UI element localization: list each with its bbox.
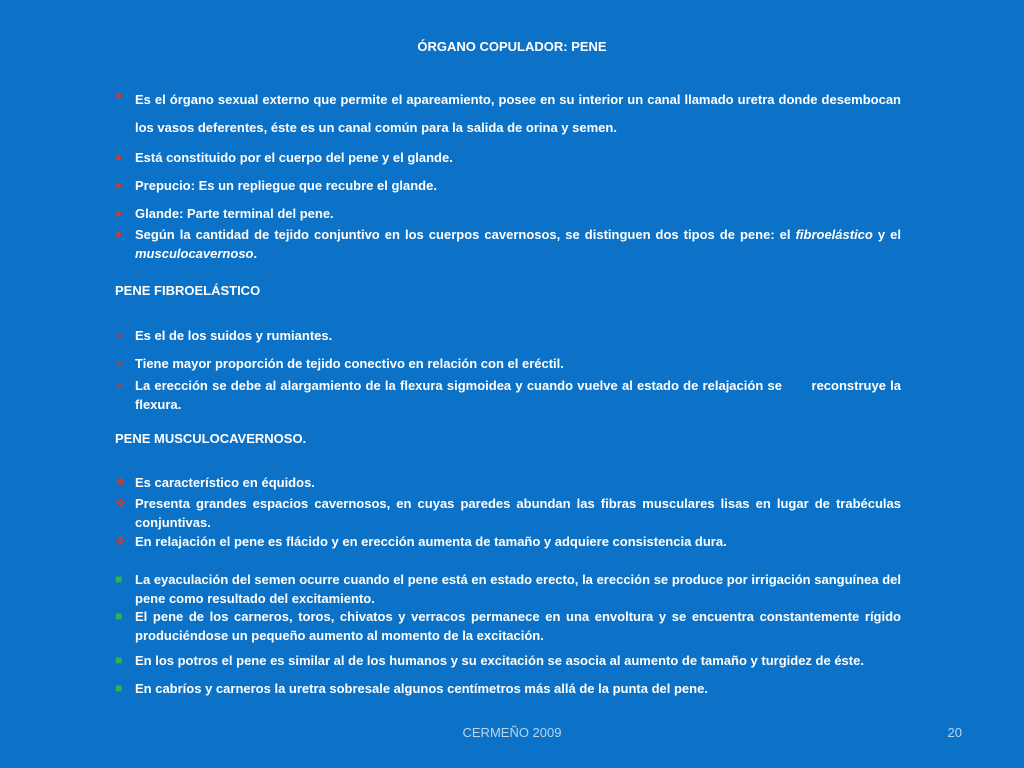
- bullet-text: La eyaculación del semen ocurre cuando el pene está en estado erecto, la erección se produce por irrigación sanguínea del pene como resultado del excitamiento.: [135, 572, 901, 606]
- note-item: [115, 570, 901, 608]
- bullet-text: Prepucio: Es un repliegue que recubre el glande.: [135, 178, 437, 193]
- section-heading-musculocavernoso: PENE MUSCULOCAVERNOSO.: [115, 431, 307, 446]
- arrow-item: [115, 354, 901, 373]
- bullet-item: [115, 176, 901, 195]
- bullet-item: [115, 86, 901, 142]
- bullet-text: [135, 225, 901, 263]
- diamond-item: [115, 494, 901, 532]
- bullet-dot-icon: ■: [115, 681, 123, 695]
- bullet-item: [115, 225, 901, 263]
- section-heading-fibroelastico: PENE FIBROELÁSTICO: [115, 283, 261, 298]
- bullet-dot-icon: ●: [115, 227, 123, 241]
- bullet-text: En relajación el pene es flácido y en erección aumenta de tamaño y adquiere consistencia dura.: [135, 534, 727, 549]
- diamond-item: [115, 473, 901, 492]
- bullet-dot-icon: ●: [115, 178, 123, 192]
- bullet-text: Está constituido por el cuerpo del pene y el glande.: [135, 150, 453, 165]
- term-musculocavernoso: musculocavernoso: [135, 246, 254, 261]
- bullet-dot-icon: ■: [115, 609, 123, 623]
- arrow-item: [115, 376, 905, 414]
- types-middle: y el: [872, 227, 901, 242]
- footer-author: CERMEÑO 2009: [462, 725, 562, 740]
- bullet-dot-icon: ■: [115, 653, 123, 667]
- bullet-text: Presenta grandes espacios cavernosos, en cuyas paredes abundan las fibras musculares lisas en lugar de trabéculas conjuntivas.: [135, 496, 901, 530]
- bullet-text: Es característico en équidos.: [135, 475, 315, 490]
- bullet-dot-icon: ●: [115, 150, 123, 164]
- note-item: [115, 679, 901, 698]
- bullet-text: Tiene mayor proporción de tejido conectivo en relación con el eréctil.: [135, 356, 564, 371]
- bullet-text: La erección se debe al alargamiento de la flexura sigmoidea y cuando vuelve al estado de relajación se reconstruye la flexura.: [135, 378, 905, 412]
- bullet-dot-icon: ●: [115, 88, 123, 102]
- bullet-text: Es el órgano sexual externo que permite el apareamiento, posee en su interior un canal llamado uretra donde desembocan los vasos deferentes, éste es un canal común para la salida de orina y semen.: [135, 92, 901, 135]
- diamond-bullet-icon: ❖: [115, 534, 126, 548]
- bullet-item: [115, 204, 901, 223]
- bullet-item: [115, 148, 901, 167]
- page-number: 20: [947, 725, 962, 740]
- bullet-dot-icon: ■: [115, 572, 123, 586]
- note-item: [115, 651, 901, 670]
- bullet-dot-icon: ●: [115, 206, 123, 220]
- arrow-bullet-icon: ➢: [115, 328, 126, 342]
- diamond-bullet-icon: ❖: [115, 475, 126, 489]
- diamond-bullet-icon: ❖: [115, 496, 126, 510]
- term-fibroelastico: fibroelástico: [795, 227, 873, 242]
- bullet-text: Glande: Parte terminal del pene.: [135, 206, 334, 221]
- types-prefix: Según la cantidad de tejido conjuntivo en los cuerpos cavernosos, se distinguen dos tipos de pene: el: [135, 227, 796, 242]
- bullet-text: El pene de los carneros, toros, chivatos y verracos permanece en una envoltura y se encuentra constantemente rígido produciéndose un pequeño aumento al momento de la excitación.: [135, 609, 901, 643]
- bullet-text: En los potros el pene es similar al de los humanos y su excitación se asocia al aumento de tamaño y turgidez de éste.: [135, 653, 864, 668]
- bullet-text: Es el de los suidos y rumiantes.: [135, 328, 333, 343]
- diamond-item: [115, 532, 901, 551]
- slide-title: ÓRGANO COPULADOR: PENE: [417, 39, 607, 54]
- note-item: [115, 607, 901, 645]
- arrow-bullet-icon: ➢: [115, 356, 126, 370]
- arrow-item: [115, 326, 901, 345]
- bullet-text: En cabríos y carneros la uretra sobresale algunos centímetros más allá de la punta del pene.: [135, 681, 708, 696]
- types-suffix: .: [253, 246, 258, 261]
- arrow-bullet-icon: ➢: [115, 378, 126, 392]
